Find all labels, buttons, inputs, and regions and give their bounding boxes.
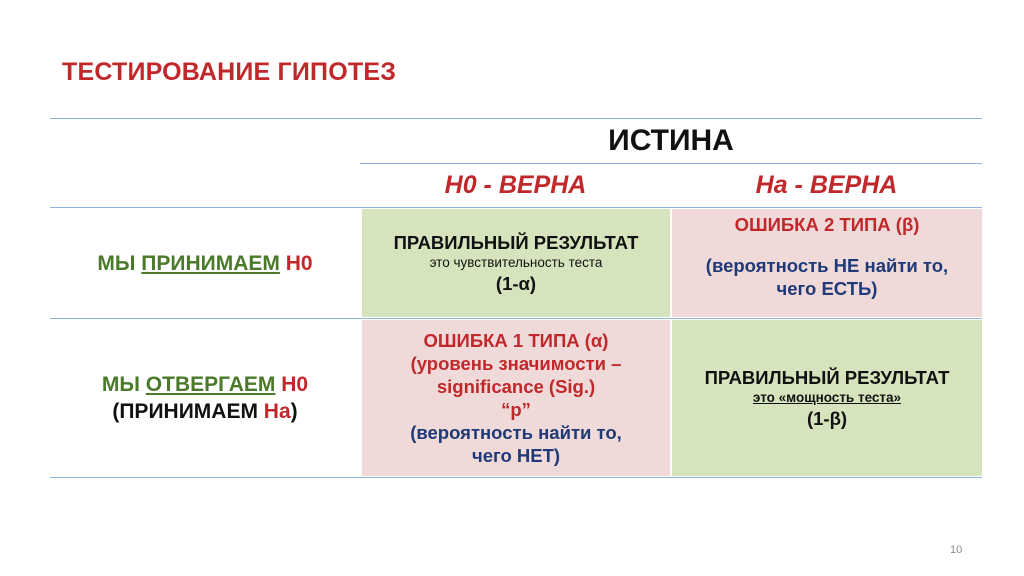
row-label-prefix: МЫ <box>97 251 142 275</box>
cell-line: (вероятность найти то, <box>410 422 622 443</box>
row-label-verb: ОТВЕРГАЕМ <box>145 373 276 396</box>
table-bottom-rule <box>50 477 982 478</box>
page-number: 10 <box>950 544 963 556</box>
slide-title: ТЕСТИРОВАНИЕ ГИПОТЕЗ <box>62 58 397 86</box>
cell-line: significance (Sig.) <box>436 376 596 397</box>
row-label-open: (ПРИНИМАЕМ <box>112 400 264 423</box>
row-label-prefix: МЫ <box>101 373 146 396</box>
cell-line: чего НЕТ) <box>471 445 561 466</box>
cell-title: ПРАВИЛЬНЫЙ РЕЗУЛЬТАТ <box>393 232 639 253</box>
cell-line: (уровень значимости – <box>410 353 622 374</box>
cell-line: (вероятность НЕ найти то, <box>705 255 949 276</box>
cell-note: это «мощность теста» <box>752 390 902 405</box>
row-label-hypothesis: H0 <box>275 373 309 396</box>
cell-title: ОШИБКА 2 ТИПА (β) <box>734 214 920 235</box>
row-label-verb: ПРИНИМАЕМ <box>141 251 280 275</box>
row-label-hypothesis-ha: Ha <box>263 400 291 423</box>
row-label-hypothesis: H0 <box>279 251 313 275</box>
cell-formula: (1-α) <box>495 273 537 294</box>
row-label-reject-h0 <box>50 320 360 476</box>
cell-correct-result-reject <box>672 320 982 476</box>
cell-type2-error <box>672 209 982 317</box>
row-label-line-2 <box>112 398 297 425</box>
row-split-rule <box>50 318 982 319</box>
header-bottom-rule <box>50 207 982 208</box>
cell-type1-error <box>362 320 670 476</box>
cell-title: ОШИБКА 1 ТИПА (α) <box>423 330 609 351</box>
row-label-line <box>102 371 308 398</box>
row-label-accept-h0 <box>50 209 360 317</box>
cell-line: “p” <box>501 399 531 420</box>
cell-title: ПРАВИЛЬНЫЙ РЕЗУЛЬТАТ <box>704 367 950 388</box>
table-top-rule <box>50 118 982 119</box>
truth-header: ИСТИНА <box>608 124 734 157</box>
row-label-line <box>97 250 312 277</box>
cell-note: это чувствительность теста <box>429 255 603 270</box>
cell-correct-result-accept <box>362 209 670 317</box>
cell-line: чего ЕСТЬ) <box>776 278 878 299</box>
row-label-close: ) <box>290 400 298 423</box>
cell-formula: (1-β) <box>806 408 848 429</box>
column-header-ha: Ha - ВЕРНА <box>755 171 898 199</box>
column-header-h0: H0 - ВЕРНА <box>444 171 587 199</box>
header-split-rule <box>360 163 982 164</box>
